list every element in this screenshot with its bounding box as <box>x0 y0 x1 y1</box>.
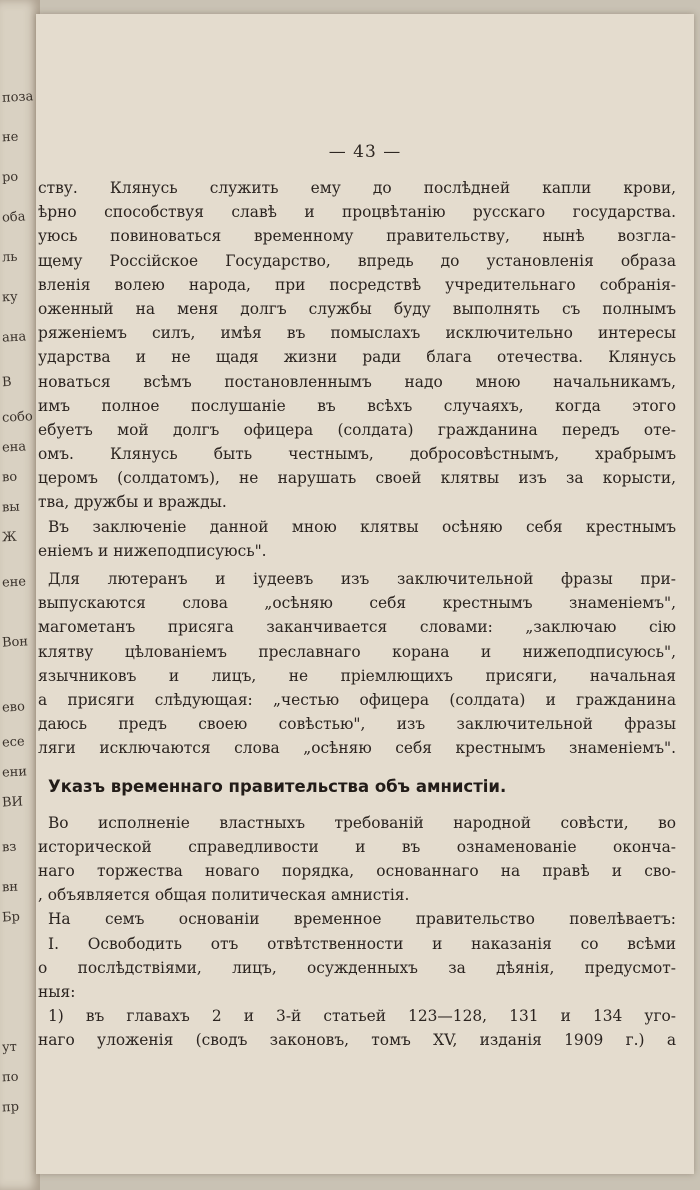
text-line: даюсь предъ своею совѣстью", изъ заключительной фразы <box>38 715 676 734</box>
left-page-fragment: ку <box>1 289 19 306</box>
left-page-fragment: ево <box>1 699 26 716</box>
text-line: оженный на меня долгъ службы буду выполнять съ полнымъ <box>38 299 676 318</box>
amnesty-decree-paragraph <box>36 907 676 1004</box>
left-page-fragment: поза <box>1 89 34 106</box>
text-line: магометанъ присяга заканчивается словами: „заключаю сію <box>38 618 676 637</box>
text-line: Для лютеранъ и іудеевъ изъ заключительной фразы при- <box>48 570 676 588</box>
left-page-fragment: вз <box>1 839 17 856</box>
text-line: язычниковъ и лицъ, не пріемлющихъ присяги, начальная <box>38 666 676 685</box>
text-line: омъ. Клянусь быть честнымъ, добросовѣстнымъ, храбрымъ <box>38 445 676 464</box>
text-line: наго уложенія (сводъ законовъ, томъ XV, изданія 1909 г.) а <box>38 1031 676 1050</box>
text-line: ѣрно способствуя славѣ и процвѣтанію русскаго государства. <box>38 203 676 222</box>
left-page-fragment: Вон <box>1 634 29 651</box>
left-page-fragment: не <box>1 129 19 146</box>
left-page-fragment: во <box>1 469 18 486</box>
text-line: церомъ (солдатомъ), не нарушать своей клятвы изъ за корысти, <box>38 469 676 488</box>
text-line: ряженіемъ силъ, имѣя въ помыслахъ исключительно интересы <box>38 324 676 343</box>
left-page-fragment: пр <box>1 1099 20 1116</box>
text-line: щему Россійское Государство, впредь до установленія образа <box>38 251 676 270</box>
text-line: ныя: <box>38 983 76 1002</box>
text-line: а присяги слѣдующая: „честью офицера (солдата) и гражданина <box>38 690 676 709</box>
text-line: ству. Клянусь служить ему до послѣдней капли крови, <box>38 179 676 197</box>
book-page <box>36 14 694 1174</box>
amnesty-item-1-paragraph <box>36 1004 676 1052</box>
left-page-fragment: вы <box>1 499 21 516</box>
text-line: Во исполненіе властныхъ требованій народной совѣсти, во <box>48 813 676 832</box>
text-line: , объявляется общая политическая амнистія. <box>38 886 410 905</box>
text-line: новаться всѣмъ постановленнымъ надо мною начальникамъ, <box>38 372 676 391</box>
text-line: вленія волею народа, при посредствѣ учредительнаго собранія- <box>38 275 676 294</box>
left-page-fragment: ль <box>1 249 18 266</box>
text-line: исторической справедливости и въ ознаменованіе оконча- <box>38 837 676 856</box>
text-line: енiемъ и нижеподписуюсь". <box>38 541 267 560</box>
left-page-fragment: В <box>1 374 12 391</box>
text-line: ударства и не щадя жизни ради блага отечества. Клянусь <box>38 348 676 367</box>
left-page-fragment: ро <box>1 169 19 186</box>
text-line: наго торжества новаго порядка, основаннаго на правѣ и сво- <box>38 862 676 881</box>
text-line: Въ заключеніе данной мною клятвы осѣняю себя крестнымъ <box>48 517 676 536</box>
section-heading: Указъ временнаго правительства объ амнистіи. <box>48 776 507 796</box>
text-line: I. Освободить отъ отвѣтственности и наказанія со всѣми <box>48 934 676 953</box>
left-page-fragment: ена <box>1 439 27 456</box>
text-line: 1) въ главахъ 2 и 3-й статьей 123—128, 131 и 134 уго- <box>48 1007 676 1026</box>
oath-conclusion-paragraph <box>36 515 676 563</box>
left-page-fragment: ене <box>1 574 27 591</box>
oath-paragraph <box>36 176 676 515</box>
text-line: выпускаются слова „осѣняю себя крестнымъ знаменіемъ", <box>38 594 676 613</box>
left-page-fragment: собо <box>1 409 34 426</box>
left-page-fragment: ВИ <box>1 794 24 811</box>
text-line: клятву цѣлованіемъ преславнаго корана и нижеподписуюсь", <box>38 642 676 661</box>
text-line: имъ полное послушаніе въ всѣхъ случаяхъ, когда этого <box>38 396 676 415</box>
left-page-fragment: вн <box>1 879 19 896</box>
amnesty-intro-paragraph <box>36 811 676 908</box>
religions-paragraph <box>36 567 676 761</box>
left-page-fragment: ени <box>1 764 28 781</box>
left-page-fragment: есе <box>1 734 26 751</box>
text-line: тва, дружбы и вражды. <box>38 493 227 512</box>
text-line: уюсь повиноваться временному правительству, нынѣ возгла- <box>38 227 676 246</box>
left-page-fragment: оба <box>1 209 26 226</box>
text-line: На семъ основаніи временное правительство повелѣваетъ: <box>48 910 676 929</box>
text-line: ляги исключаются слова „осѣняю себя крестнымъ знаменіемъ". <box>38 739 676 758</box>
left-page-fragment: Бр <box>1 909 21 926</box>
previous-page-edge <box>0 0 40 1190</box>
left-page-fragment: ут <box>1 1039 18 1056</box>
text-line: ебуетъ мой долгъ офицера (солдата) гражданина передъ оте- <box>38 420 676 439</box>
left-page-fragment: по <box>1 1069 19 1086</box>
text-line: о послѣдствіями, лицъ, осужденныхъ за дѣянія, предусмот- <box>38 958 676 977</box>
page-text <box>36 176 676 1053</box>
page-number: — 43 — <box>328 142 402 162</box>
left-page-fragment: ана <box>1 329 27 346</box>
left-page-fragment: Ж <box>1 529 17 546</box>
